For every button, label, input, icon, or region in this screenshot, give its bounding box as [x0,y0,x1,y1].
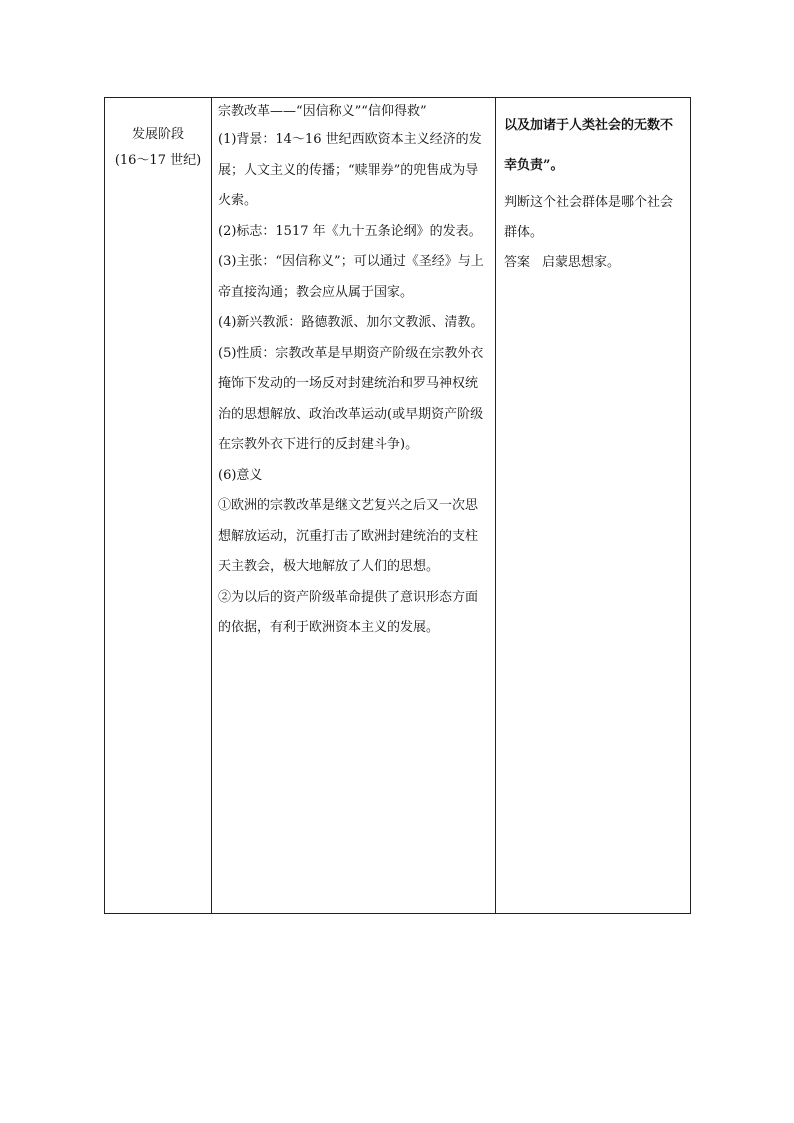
table-row [105,98,691,914]
paragraph-new-sects: (4)新兴教派：路德教派、加尔文教派、清教。 [218,315,484,330]
quote-text: 以及加诸于人类社会的无数不幸负责”。 [504,118,674,173]
stage-name: 发展阶段 [131,127,184,142]
stage-period: (16～17 世纪) [114,153,202,168]
question-text: 判断这个社会群体是哪个社会群体。 [504,195,674,240]
paragraph-significance-heading: (6)意义 [218,467,263,483]
paragraph-claims: (3)主张：“因信称义”；可以通过《圣经》与上帝直接沟通；教会应从属于国家。 [218,254,484,300]
side-body [496,98,690,278]
paragraph-sign: (2)标志：1517 年《九十五条论纲》的发表。 [218,223,482,239]
answer-text: 启蒙思想家。 [542,255,621,270]
paragraph-significance-1: ①欧洲的宗教改革是继文艺复兴之后又一次思想解放运动，沉重打击了欧洲封建统治的支柱天主教会，极大地解放了人们的思想。 [218,498,479,574]
paragraph-nature: (5)性质：宗教改革是早期资产阶级在宗教外衣掩饰下发动的一场反对封建统治和罗马神权统治的思想解放、政治改革运动(或早期资产阶级在宗教外衣下进行的反封建斗争)。 [218,345,484,452]
content-body [212,99,495,644]
stage-label [105,122,211,174]
stage-cell [105,98,212,914]
paragraph-significance-2: ②为以后的资产阶级革命提供了意识形态方面的依据，有利于欧洲资本主义的发展。 [218,589,479,635]
answer-line [504,248,682,278]
answer-label: 答案 [504,255,531,270]
history-table [104,97,691,914]
content-cell [212,98,496,914]
side-cell [496,98,691,914]
section-title: 宗教改革——“因信称义”“信仰得救” [218,104,427,119]
paragraph-background: (1)背景：14～16 世纪西欧资本主义经济的发展；人文主义的传播；“赎罪券”的兜售成为导火索。 [218,132,482,208]
